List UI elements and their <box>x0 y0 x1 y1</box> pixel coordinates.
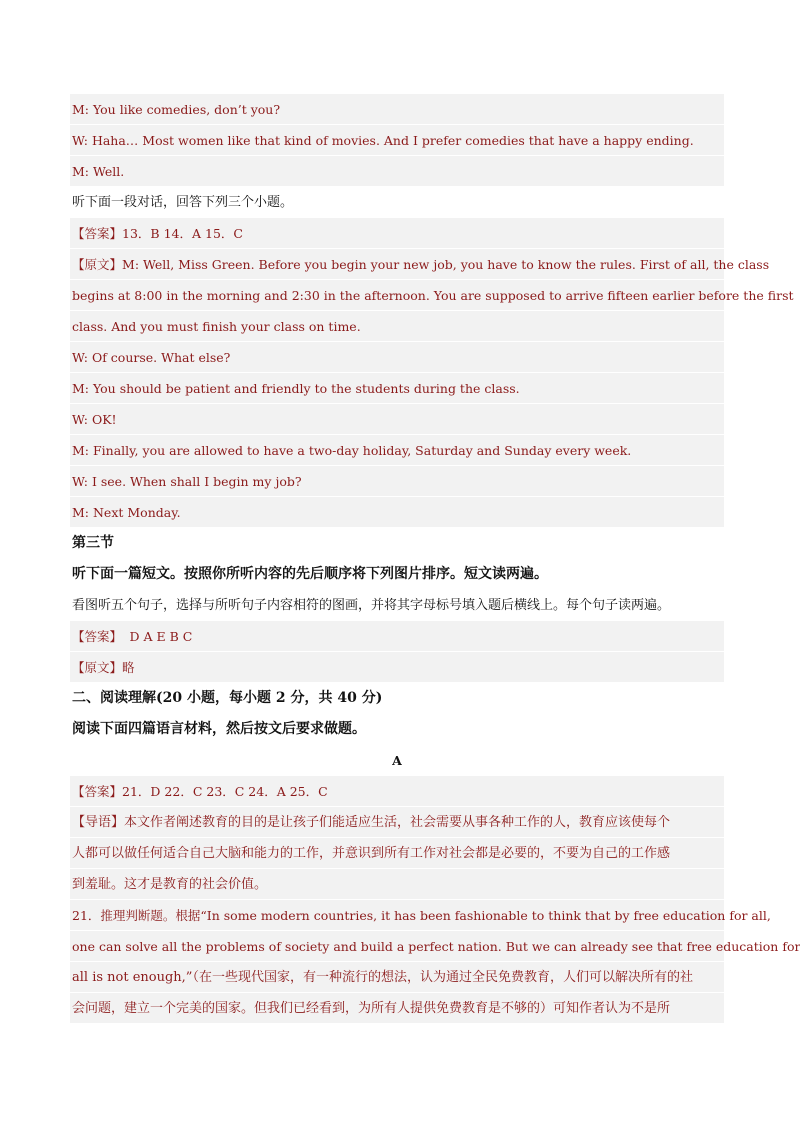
part2-title: 二、阅读理解(20 小题，每小题 2 分，共 40 分) <box>72 690 383 706</box>
original-label: 【原文】 <box>72 257 123 272</box>
answer-values: D A E B C <box>129 629 193 644</box>
answer-row-13-15 <box>70 218 724 249</box>
guide-line: 人都可以做任何适合自己大脑和能力的工作，并意识到所有工作对社会都是必要的，不要为自己的工作感 <box>70 838 724 869</box>
answer-values: 21．D 22．C 23．C 24．A 25．C <box>122 784 328 799</box>
guide-row <box>70 807 724 838</box>
dialog2-line: M: Next Monday. <box>70 497 724 528</box>
part2-instruction: 阅读下面四篇语言材料，然后按文后要求做题。 <box>72 721 366 737</box>
original-text: 略 <box>122 660 135 675</box>
passage-label: A <box>392 753 402 768</box>
original-row <box>70 249 770 280</box>
dialog1-line: W: Haha… Most women like that kind of movies. And I prefer comedies that have a happy ending. <box>70 125 724 156</box>
answer-label: 【答案】 <box>72 629 123 644</box>
dialog2-line: W: OK! <box>70 404 724 435</box>
dialog2-line: begins at 8:00 in the morning and 2:30 in the afternoon. You are supposed to arrive fifteen earlier before the first <box>70 280 724 311</box>
q21-line: one can solve all the problems of society and build a perfect nation. But we can already see that free education for <box>70 931 724 962</box>
dialog1-line: M: Well. <box>70 156 724 187</box>
answer-values: 13．B 14．A 15．C <box>122 226 243 241</box>
original-label: 【原文】 <box>72 660 123 675</box>
q21-line: 会问题，建立一个完美的国家。但我们已经看到，为所有人提供免费教育是不够的）可知作者认为不是所 <box>70 993 724 1024</box>
answer-row-21-25 <box>70 776 724 807</box>
document-page <box>70 94 800 1024</box>
dialog1-line: M: You like comedies, don’t you? <box>70 94 724 125</box>
answer-row-section3 <box>70 621 724 652</box>
guide-line: 本文作者阐述教育的目的是让孩子们能适应生活，社会需要从事各种工作的人，教育应该使每个 <box>124 815 671 830</box>
section3-title: 第三节 <box>72 535 114 551</box>
section3-instruction: 听下面一篇短文。按照你所听内容的先后顺序将下列图片排序。短文读两遍。 <box>72 566 548 582</box>
q21-line: 21．推理判断题。根据“In some modern countries, it has been fashionable to think that by free education for all, <box>70 900 724 931</box>
section3-instruction-2: 看图听五个句子，选择与所听句子内容相符的图画，并将其字母标号填入题后横线上。每个句子读两遍。 <box>72 598 671 613</box>
dialog2-line: M: Well, Miss Green. Before you begin your new job, you have to know the rules. First of all, the class <box>122 257 770 272</box>
guide-label: 【导语】 <box>72 815 125 830</box>
answer-label: 【答案】 <box>72 784 123 799</box>
q21-line: all is not enough,”（在一些现代国家，有一种流行的想法，认为通过全民免费教育，人们可以解决所有的社 <box>70 962 724 993</box>
dialog2-line: W: Of course. What else? <box>70 342 724 373</box>
dialog2-line: M: Finally, you are allowed to have a two-day holiday, Saturday and Sunday every week. <box>70 435 724 466</box>
dialog2-line: M: You should be patient and friendly to the students during the class. <box>70 373 724 404</box>
original-row-section3 <box>70 652 724 683</box>
guide-line: 到羞耻。这才是教育的社会价值。 <box>70 869 724 900</box>
dialog2-line: class. And you must finish your class on time. <box>70 311 724 342</box>
answer-label: 【答案】 <box>72 226 123 241</box>
dialog2-instruction: 听下面一段对话，回答下列三个小题。 <box>72 195 294 210</box>
dialog2-line: W: I see. When shall I begin my job? <box>70 466 724 497</box>
